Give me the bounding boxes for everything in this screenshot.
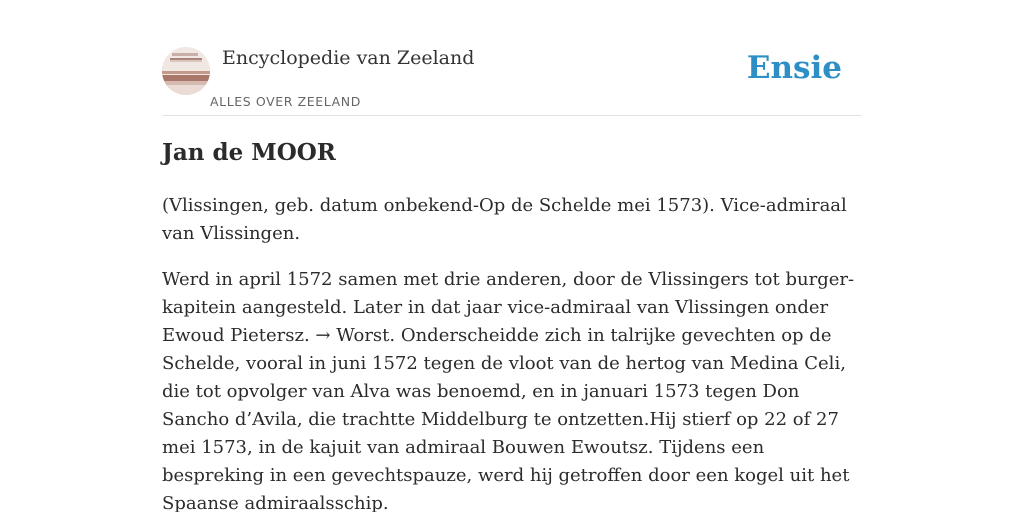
book-stack-image	[162, 47, 210, 95]
article-paragraph-intro: (Vlissingen, geb. datum onbekend-Op de Schelde mei 1573). Vice-admiraal van Vlissingen.	[162, 195, 847, 244]
site-tagline: ALLES OVER ZEELAND	[210, 94, 361, 109]
encyclopedia-avatar[interactable]	[162, 47, 210, 95]
article-paragraph-body: Werd in april 1572 samen met drie anderen, door de Vlissingers tot burger-kapitein aangesteld. Later in dat jaar vice-admiraal van Vlissingen onder Ewoud Pietersz. → Worst. Onderscheidde zich in talrijke gevechten op de Schelde, vooral in juni 1572 tegen de vloot van de hertog van Medina Celi, die tot opvolger van Alva was benoemd, en in januari 1573 tegen Don Sancho d’Avila, die trachtte Middelburg te ontzetten.Hij stierf op 22 of 27 mei 1573, in de kajuit van admiraal Bouwen Ewoutsz. Tijdens een bespreking in een gevechtspauze, werd hij getroffen door een kogel uit het Spaanse admiraalsschip.	[162, 269, 855, 512]
site-header	[162, 44, 862, 116]
article-title: Jan de MOOR	[162, 139, 336, 166]
site-title[interactable]: Encyclopedie van Zeeland	[222, 47, 475, 69]
ensie-logo[interactable]: Ensie	[746, 50, 842, 86]
